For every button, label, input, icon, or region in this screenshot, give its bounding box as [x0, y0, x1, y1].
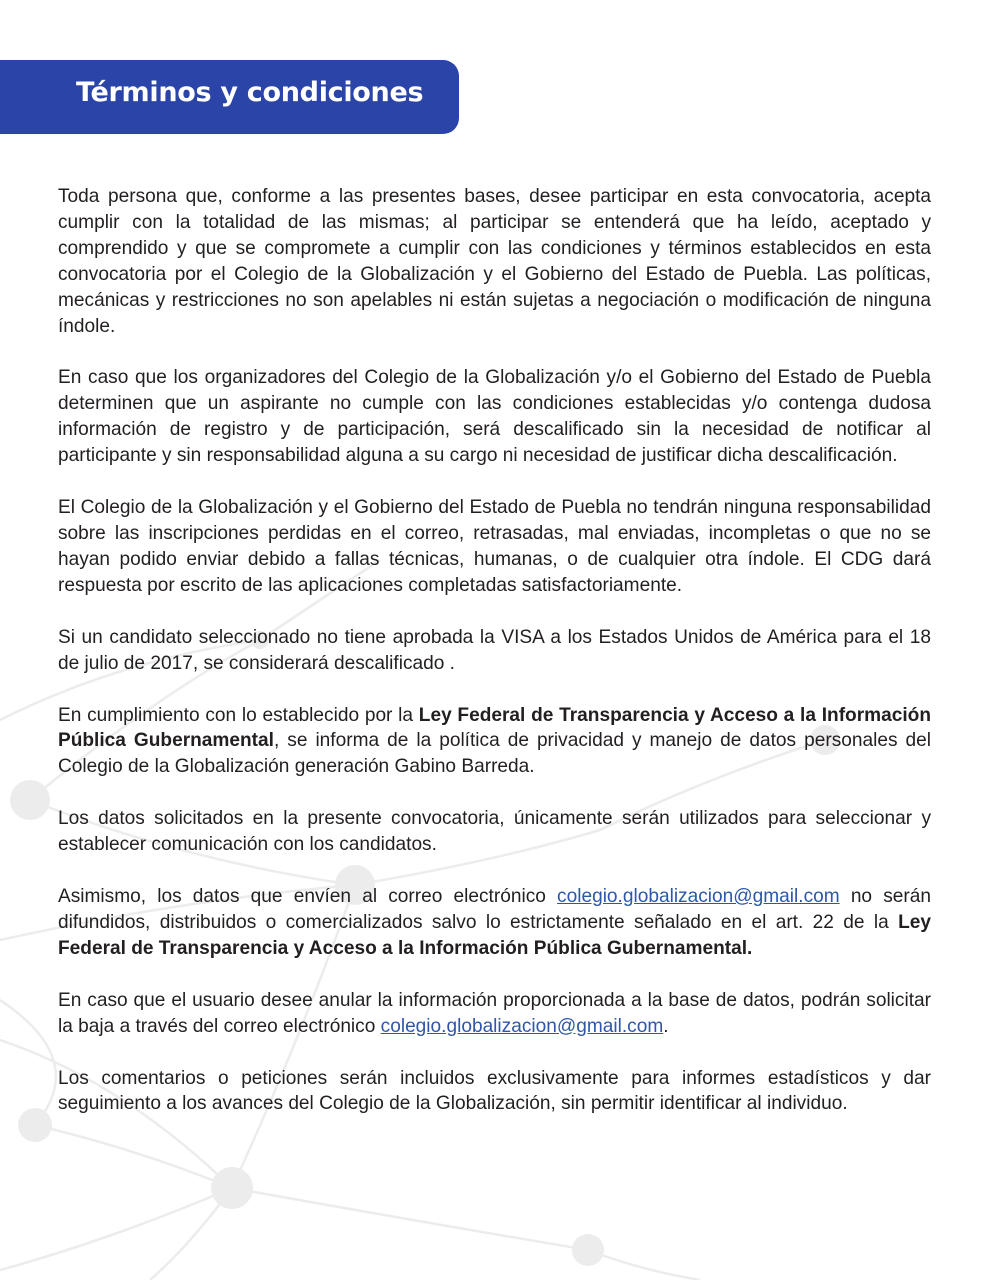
data-sharing-text-start: Asimismo, los datos que envíen al correo electrónico [58, 886, 558, 908]
data-removal-text: En caso que el usuario desee anular la información proporcionada a la base de datos, podrán solicitar la baja a través del correo electrónico [58, 989, 931, 1037]
paragraph-liability: El Colegio de la Globalización y el Gobierno del Estado de Puebla no tendrán ninguna responsabilidad sobre las inscripciones perdidas en el correo, retrasadas, mal enviadas, incompletas o que no se hayan podido enviar debido a fallas técnicas, humanas, o de cualquier otra índole. El CDG dará respuesta por escrito de las aplicaciones completadas satisfactoriamente. [58, 497, 931, 596]
page-title: Términos y condiciones [76, 77, 424, 108]
paragraph-disqualification: En caso que los organizadores del Colegio de la Globalización y/o el Gobierno del Estado de Puebla determinen que un aspirante no cumple con las condiciones establecidas y/o contenga dudosa información de registro y de participación, será descalificado sin la necesidad de notificar al participante y sin responsabilidad alguna a su cargo ni necesidad de justificar dicha descalificación. [58, 367, 931, 467]
data-removal-period: . [663, 1015, 669, 1037]
paragraph-visa: Si un candidato seleccionado no tiene aprobada la VISA a los Estados Unidos de América para el 18 de julio de 2017, se considerará descalificado . [58, 626, 931, 674]
privacy-law-text-end: , se informa de la política de privacidad y manejo de datos personales del Colegio de la Globalización generación Gabino Barreda. [58, 730, 931, 778]
privacy-law-text-start: En cumplimiento con lo establecido por la [58, 704, 419, 726]
data-sharing-text-middle: no serán difundidos, distribuidos o comercializados salvo lo estrictamente señalado en el art. 22 de la [58, 886, 931, 933]
paragraph-privacy-law [58, 703, 931, 781]
paragraph-acceptance: Toda persona que, conforme a las presentes bases, desee participar en esta convocatoria, acepta cumplir con la totalidad de las mismas; al participar se entenderá que ha leído, aceptado y comprendido y que se compromete a cumplir con las condiciones y términos establecidos en esta convocatoria por el Colegio de la Globalización y el Gobierno del Estado de Puebla. Las políticas, mecánicas y restricciones no son apelables ni están sujetas a negociación o modificación de ninguna índole. [58, 186, 931, 337]
paragraph-data-sharing [58, 884, 931, 962]
email-link-removal[interactable]: colegio.globalizacion@gmail.com [380, 1015, 664, 1037]
law-name-bold: Ley Federal de Transparencia y Acceso a la Información Pública Gubernamental [58, 704, 931, 752]
law-name-bold-2: Ley Federal de Transparencia y Acceso a la Información Pública Gubernamental. [58, 911, 931, 959]
paragraph-data-removal [58, 988, 931, 1040]
terms-body [58, 184, 931, 1143]
email-link[interactable]: colegio.globalizacion@gmail.com [557, 886, 840, 908]
paragraph-comments: Los comentarios o peticiones serán incluidos exclusivamente para informes estadísticos y dar seguimiento a los avances del Colegio de la Globalización, sin permitir identificar al individuo. [58, 1067, 931, 1115]
paragraph-data-use: Los datos solicitados en la presente convocatoria, únicamente serán utilizados para seleccionar y establecer comunicación con los candidatos. [58, 808, 931, 856]
